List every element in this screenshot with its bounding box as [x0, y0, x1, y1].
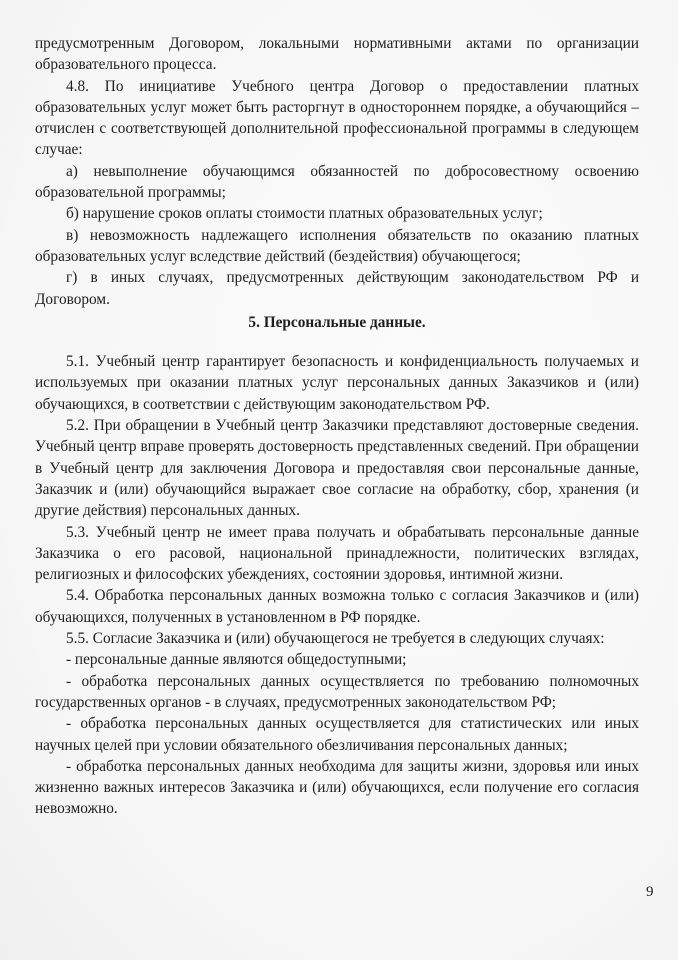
page-number: 9 [646, 884, 654, 900]
paragraph-5-3: 5.3. Учебный центр не имеет права получать и обрабатывать персональные данные Заказчика о его расовой, национальной принадлежности, политических взглядах, религиозных и философских убеждениях, состоянии здоровья, интимной жизни. [35, 523, 639, 584]
document-body [35, 33, 639, 820]
paragraph-5-4: 5.4. Обработка персональных данных возможна только с согласия Заказчиков и (или) обучающихся, полученных в установленном в РФ порядке. [35, 587, 639, 626]
list-item-v: в) невозможность надлежащего исполнения обязательств по оказанию платных образовательных услуг вследствие действий (бездействия) обучающегося; [35, 226, 639, 265]
list-item-b: б) нарушение сроков оплаты стоимости платных образовательных услуг; [66, 205, 543, 223]
list-item-statistical-purposes: - обработка персональных данных осуществляется для статистических или иных научных целей при условии обязательного обезличивания персональных данных; [35, 715, 639, 754]
list-item-vital-interests: - обработка персональных данных необходима для защиты жизни, здоровья или иных жизненно важных интересов Заказчика и (или) обучающихся, если получение его согласия невозможно. [35, 757, 639, 818]
paragraph-5-2: 5.2. При обращении в Учебный центр Заказчики представляют достоверные сведения. Учебный центр вправе проверять достоверность представленных сведений. При обращении в Учебный центр для заключения Договора и предоставляя свои персональные данные, Заказчик и (или) обучающийся выражает свое согласие на обработку, сбор, хранения (и другие действия) персональных данных. [35, 417, 639, 520]
paragraph-5-5: 5.5. Согласие Заказчика и (или) обучающегося не требуется в следующих случаях: [66, 630, 605, 648]
list-item-g: г) в иных случаях, предусмотренных действующим законодательством РФ и Договором. [35, 269, 639, 308]
section-heading: 5. Персональные данные. [248, 313, 426, 331]
list-item-a: а) невыполнение обучающимся обязанностей по добросовестному освоению образовательной программы; [35, 162, 639, 202]
list-item-public-data: - персональные данные являются общедоступными; [66, 651, 407, 669]
list-item-government-request: - обработка персональных данных осуществляется по требованию полномочных государственных органов - в случаях, предусмотренных законодательством РФ; [35, 672, 639, 711]
paragraph-continuation: предусмотренным Договором, локальными нормативными актами по организации образовательного процесса. [35, 35, 639, 74]
paragraph-4-8: 4.8. По инициативе Учебного центра Договор о предоставлении платных образовательных услуг может быть расторгнут в одностороннем порядке, а обучающийся – отчислен с соответствующей дополнительной профессиональной программы в следующем случае: [35, 77, 639, 159]
paragraph-5-1: 5.1. Учебный центр гарантирует безопасность и конфиденциальность получаемых и используемых при оказании платных услуг персональных данных Заказчиков и (или) обучающихся, в соответствии с действующим законодательством РФ. [35, 353, 639, 413]
